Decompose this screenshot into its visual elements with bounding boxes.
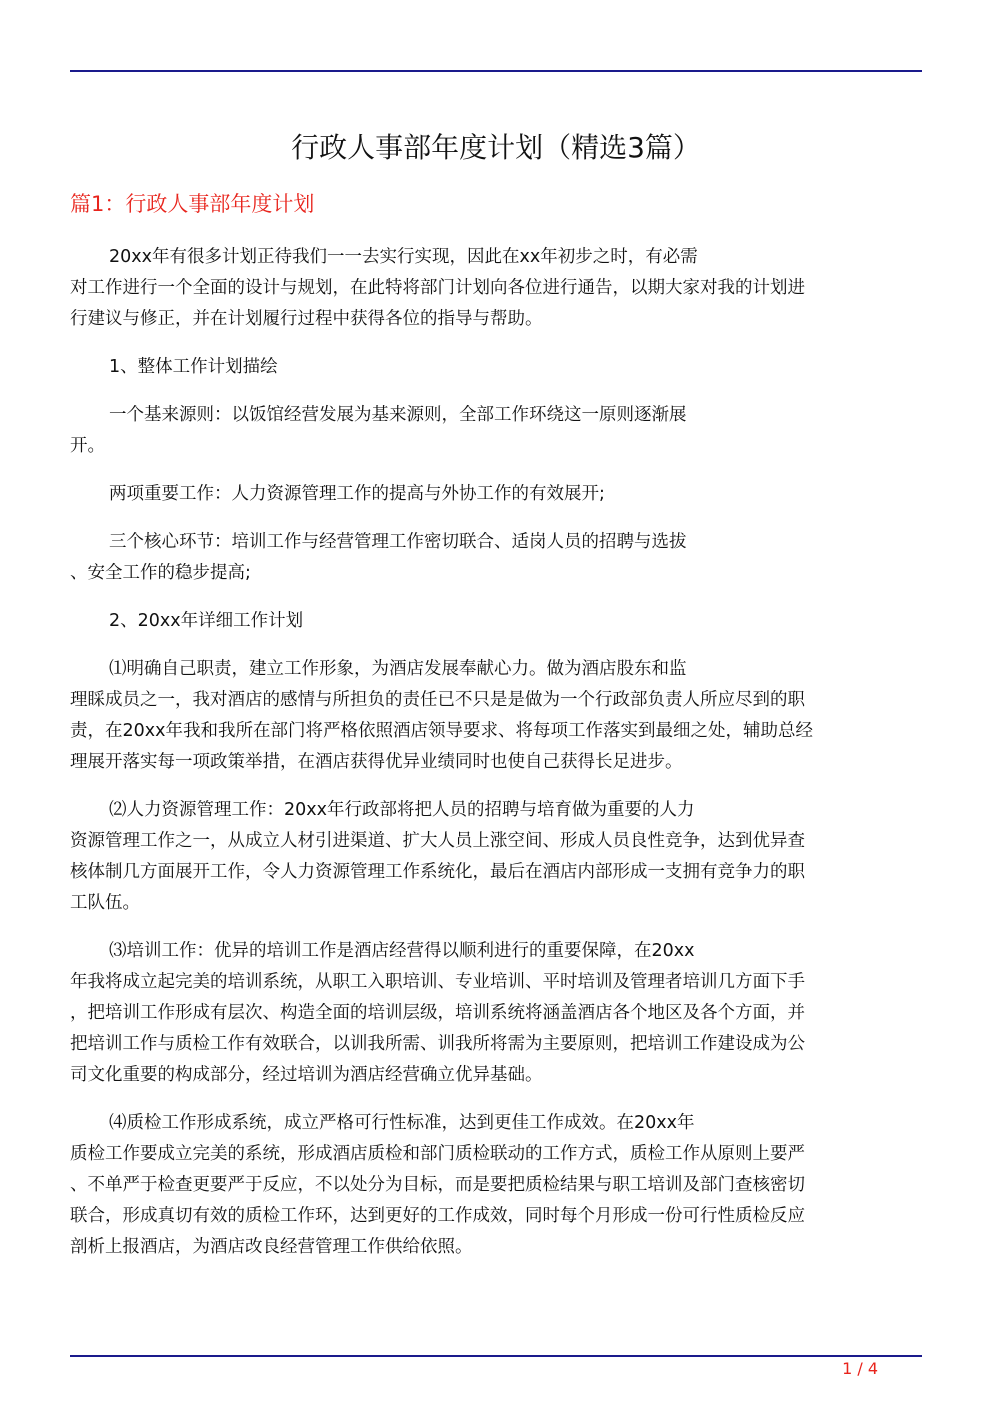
paragraph-line: ⑴明确自己职责，建立工作形象，为酒店发展奉献心力。做为酒店股东和监	[109, 659, 687, 679]
paragraph-line: 核体制几方面展开工作，令人力资源管理工作系统化，最后在酒店内部形成一支拥有竞争力的职	[70, 862, 805, 882]
paragraph-line: 开。	[70, 436, 105, 456]
paragraph-line: 、安全工作的稳步提高;	[70, 563, 251, 583]
paragraph-line: 剖析上报酒店，为酒店改良经营管理工作供给依照。	[70, 1237, 473, 1257]
paragraph-line: 联合，形成真切有效的质检工作环，达到更好的工作成效，同时每个月形成一份可行性质检反应	[70, 1206, 805, 1226]
document-title: 行政人事部年度计划（精选3篇）	[291, 131, 701, 164]
paragraph-line: ⑶培训工作：优异的培训工作是酒店经营得以顺利进行的重要保障，在20xx	[109, 941, 695, 961]
header-rule	[70, 70, 922, 72]
paragraph-line: 两项重要工作：人力资源管理工作的提高与外协工作的有效展开;	[109, 484, 605, 504]
paragraph-line: 理睬成员之一，我对酒店的感情与所担负的责任已不只是是做为一个行政部负责人所应尽到的职	[70, 690, 805, 710]
paragraph-line: 行建议与修正，并在计划履行过程中获得各位的指导与帮助。	[70, 309, 543, 329]
paragraph	[70, 795, 912, 919]
paragraph-line: 三个核心环节：培训工作与经营管理工作密切联合、适岗人员的招聘与选拔	[109, 532, 687, 552]
paragraph-line: 资源管理工作之一，从成立人材引进渠道、扩大人员上涨空间、形成人员良性竞争，达到优异查	[70, 831, 805, 851]
paragraph	[70, 1108, 912, 1263]
paragraph-line: 20xx年有很多计划正待我们一一去实行实现，因此在xx年初步之时，有必需	[109, 247, 698, 267]
paragraph-line: ，把培训工作形成有层次、构造全面的培训层级，培训系统将涵盖酒店各个地区及各个方面，并	[70, 1003, 805, 1023]
paragraph-line: 责，在20xx年我和我所在部门将严格依照酒店领导要求、将每项工作落实到最细之处，辅助总经	[70, 721, 813, 741]
paragraph-line: ⑵人力资源管理工作：20xx年行政部将把人员的招聘与培育做为重要的人力	[109, 800, 695, 820]
page-number: 1 / 4	[842, 1359, 878, 1378]
paragraph	[70, 479, 912, 510]
paragraph-line: 把培训工作与质检工作有效联合，以训我所需、训我所将需为主要原则，把培训工作建设成为公	[70, 1034, 805, 1054]
paragraph	[70, 606, 912, 637]
paragraph-line: 年我将成立起完美的培训系统，从职工入职培训、专业培训、平时培训及管理者培训几方面下手	[70, 972, 805, 992]
paragraph-line: 一个基来源则：以饭馆经营发展为基来源则，全部工作环绕这一原则逐渐展	[109, 405, 687, 425]
document-body	[70, 242, 912, 1280]
paragraph-line: 2、20xx年详细工作计划	[109, 611, 304, 631]
paragraph	[70, 936, 912, 1091]
paragraph	[70, 242, 912, 335]
paragraph	[70, 352, 912, 383]
paragraph-line: 司文化重要的构成部分，经过培训为酒店经营确立优异基础。	[70, 1065, 543, 1085]
paragraph-line: 对工作进行一个全面的设计与规划，在此特将部门计划向各位进行通告，以期大家对我的计划进	[70, 278, 805, 298]
paragraph-line: 理展开落实每一项政策举措，在酒店获得优异业绩同时也使自己获得长足进步。	[70, 752, 683, 772]
paragraph-line: 工队伍。	[70, 893, 140, 913]
paragraph-line: 1、整体工作计划描绘	[109, 357, 278, 377]
paragraph-line: 、不单严于检查更要严于反应，不以处分为目标，而是要把质检结果与职工培训及部门查核密切	[70, 1175, 805, 1195]
section-heading: 篇1：行政人事部年度计划	[70, 192, 315, 216]
paragraph	[70, 654, 912, 778]
paragraph	[70, 527, 912, 589]
paragraph-line: ⑷质检工作形成系统，成立严格可行性标准，达到更佳工作成效。在20xx年	[109, 1113, 695, 1133]
paragraph	[70, 400, 912, 462]
paragraph-line: 质检工作要成立完美的系统，形成酒店质检和部门质检联动的工作方式，质检工作从原则上要严	[70, 1144, 805, 1164]
